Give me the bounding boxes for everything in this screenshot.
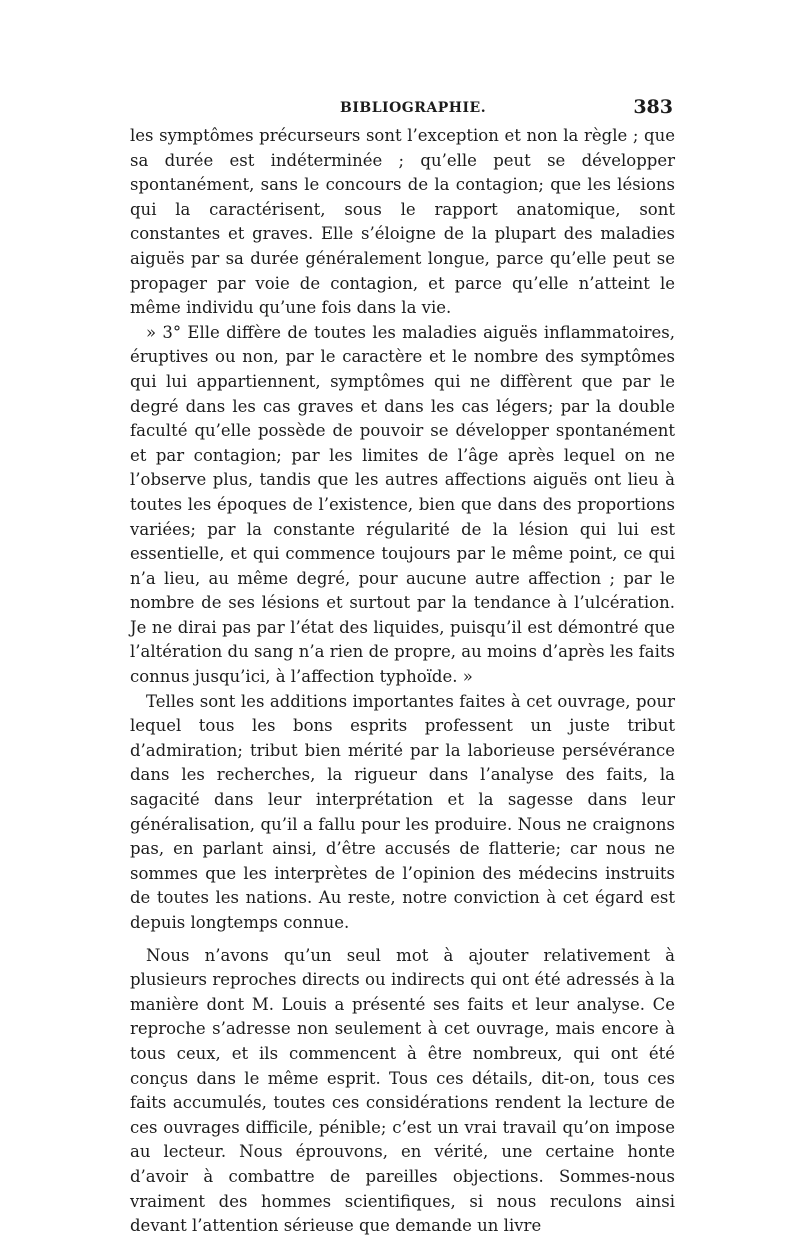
running-header [130, 96, 675, 120]
paragraph-continuation: les symptômes précurseurs sont l’exception et non la règle ; que sa durée est indéterminée ; qu’elle peut se développer spontanément, sans le concours de la contagion; que les lésions qui la caractérisent, sous le rapport anatomique, sont constantes et graves. Elle s’éloigne de la plupart des maladies aiguës par sa durée généralement longue, parce qu’elle peut se propager par voie de contagion, et parce qu’elle n’atteint le même individu qu’une fois dans la vie. [130, 126, 675, 318]
paragraph-quote: » 3° Elle diffère de toutes les maladies aiguës inflammatoires, éruptives ou non, par le caractère et le nombre des symptômes qui lui appartiennent, symptômes qui ne diffèrent que par le degré dans les cas graves et dans les cas légers; par la double faculté qu’elle possède de pouvoir se développer spontanément et par contagion; par les limites de l’âge après lequel on ne l’observe plus, tandis que les autres affections aiguës ont lieu à toutes les époques de l’existence, bien que dans des proportions variées; par la constante régularité de la lésion qui lui est essentielle, et qui commence toujours par le même point, ce qui n’a lieu, au même degré, pour aucune autre affection ; par le nombre de ses lésions et surtout par la tendance à l’ulcération. Je ne dirai pas par l’état des liquides, puisqu’il est démontré que l’altération du sang n’a rien de propre, au moins d’après les faits connus jusqu’ici, à l’affection typhoïde. » [130, 322, 675, 687]
paragraph-reproaches: Nous n’avons qu’un seul mot à ajouter relativement à plusieurs reproches directs ou indirects qui ont été adressés à la manière dont M. Louis a présenté ses faits et leur analyse. Ce reproche s’adresse non seulement à cet ouvrage, mais encore à tous ceux, et ils commencent à être nombreux, qui ont été conçus dans le même esprit. Tous ces détails, dit-on, tous ces faits accumulés, toutes ces considérations rendent la lecture de ces ouvrages difficile, pénible; c’est un vrai travail qu’on impose au lecteur. Nous éprouvons, en vérité, une certaine honte d’avoir à combattre de pareilles objections. Sommes-nous vraiment des hommes scientifiques, si nous reculons ainsi devant l’attention sérieuse que demande un livre [130, 945, 675, 1236]
paragraph-additions: Telles sont les additions importantes faites à cet ouvrage, pour lequel tous les bons esprits professent un juste tribut d’admiration; tribut bien mérité par la laborieuse persévérance dans les recherches, la rigueur dans l’analyse des faits, la sagacité dans leur interprétation et la sagesse dans leur généralisation, qu’il a fallu pour les produire. Nous ne craignons pas, en parlant ainsi, d’être accusés de flatterie; car nous ne sommes que les interprètes de l’opinion des médecins instruits de toutes les nations. Au reste, notre conviction à cet égard est depuis longtemps connue. [130, 691, 675, 932]
body-text [130, 124, 675, 1239]
page-number: 383 [633, 96, 673, 118]
running-title: BIBLIOGRAPHIE. [340, 100, 487, 116]
